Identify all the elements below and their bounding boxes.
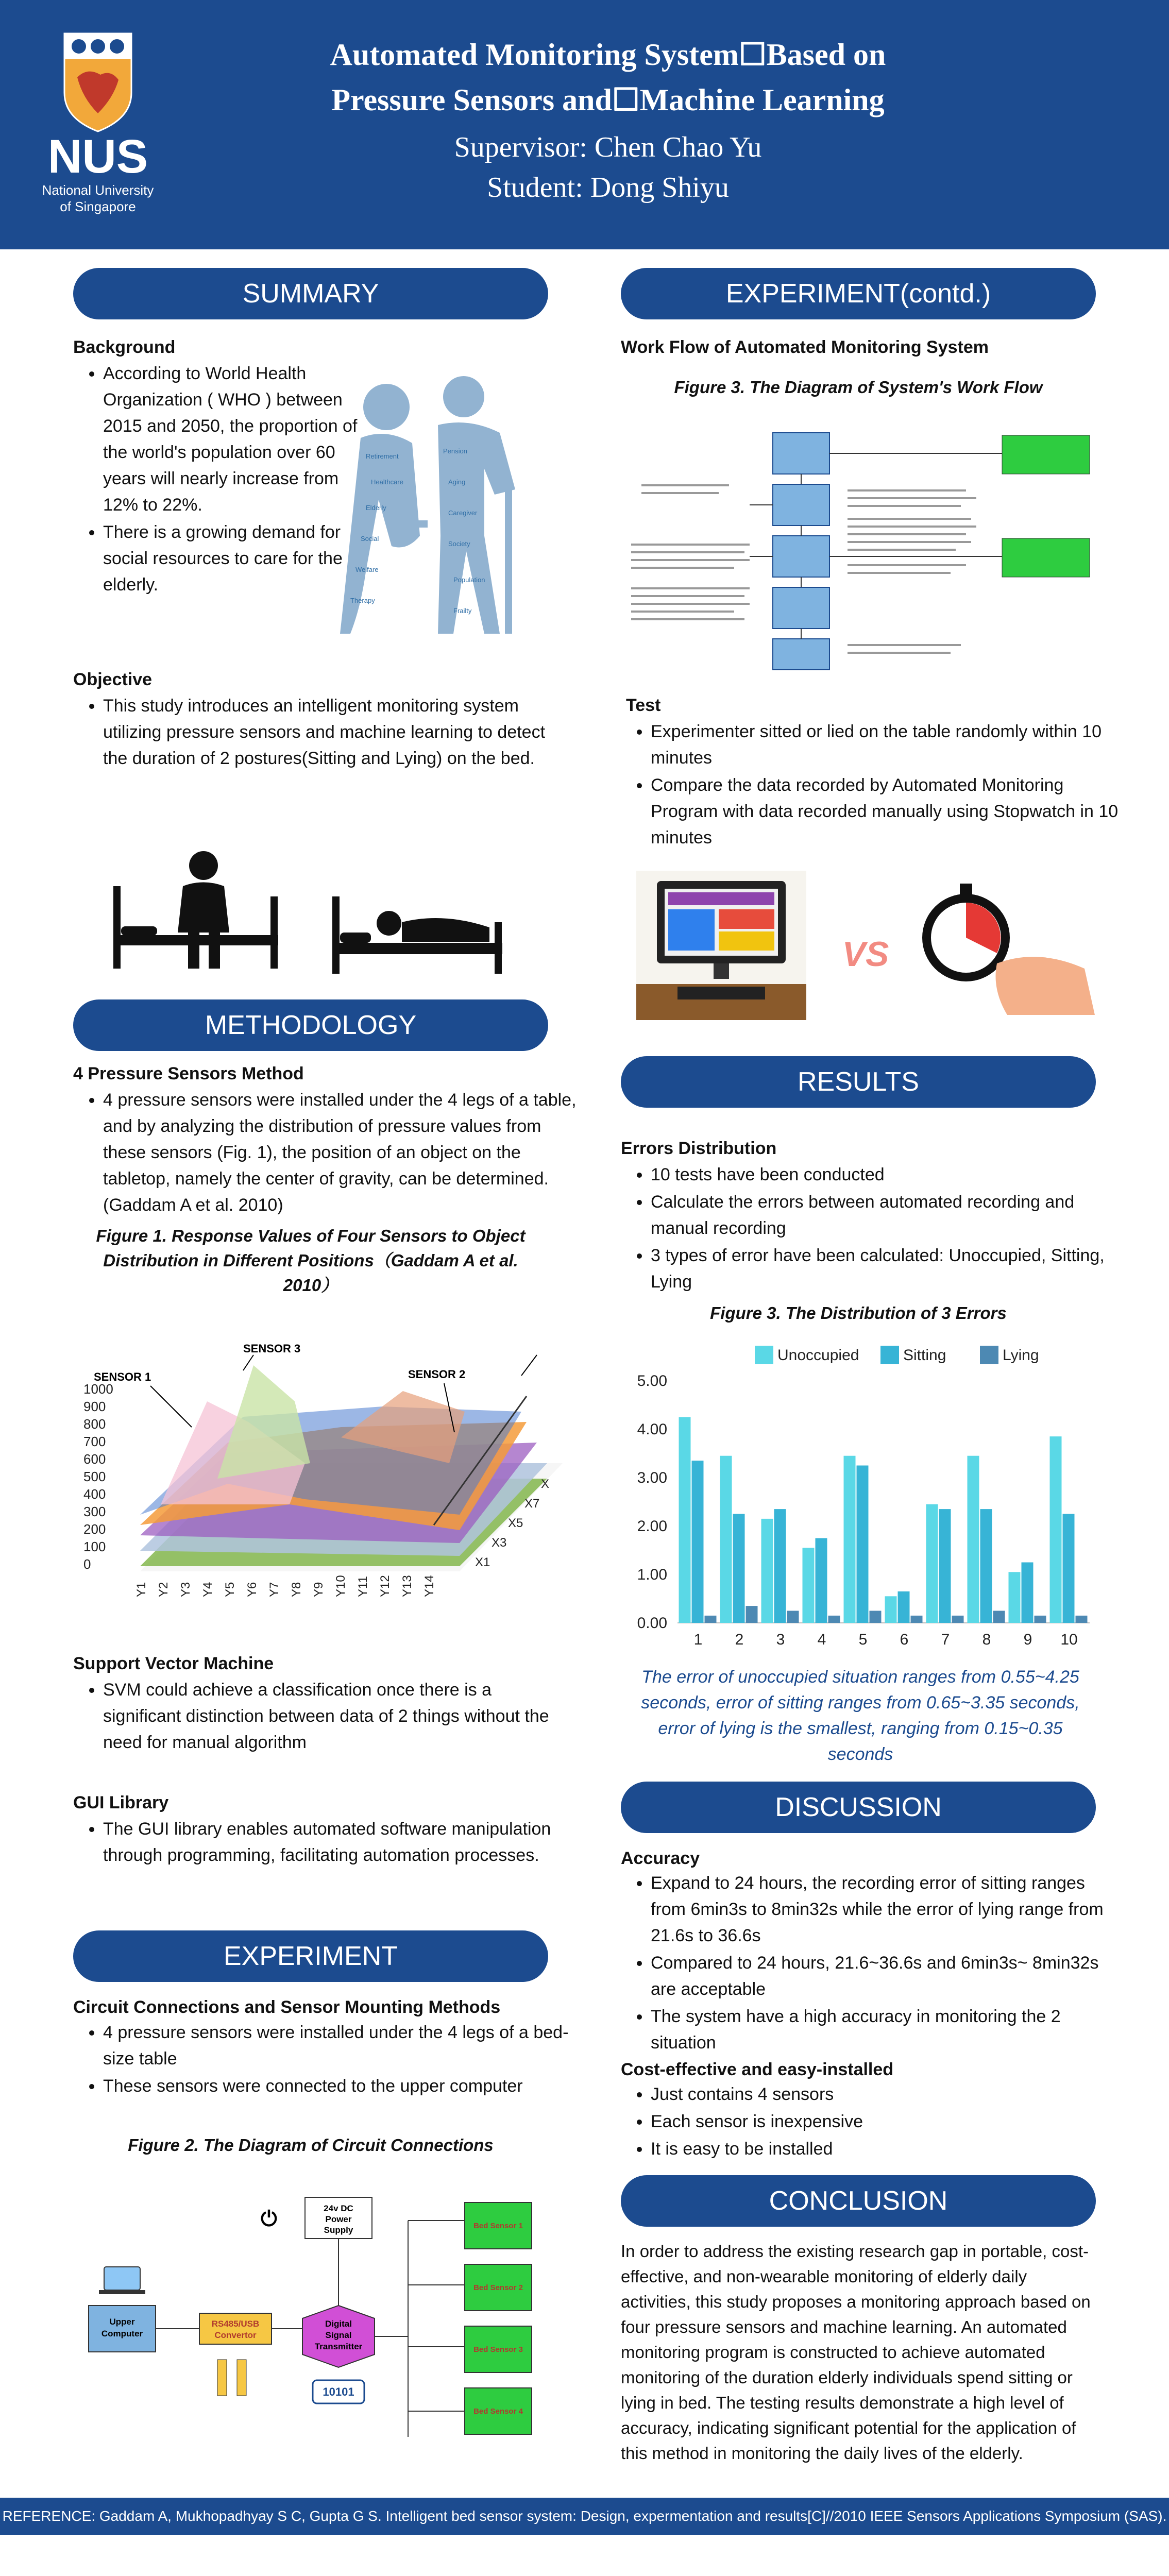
x-tick-label: 3 [776,1631,785,1648]
fig1-z-tick: X7 [524,1497,540,1511]
bar [1050,1436,1062,1623]
laptop-icon [104,2267,140,2290]
svg-text:Bed Sensor 1: Bed Sensor 1 [473,2222,523,2230]
svg-text:RS485/USB: RS485/USB [211,2319,260,2329]
x-tick-label: 9 [1023,1631,1032,1648]
cost-list [621,2081,1125,2163]
fig1-x-tick: Y7 [267,1582,281,1597]
bar [692,1461,704,1623]
bar [1063,1514,1075,1623]
gui-title: GUI Library [73,1793,169,1812]
y-tick-label: 1.00 [637,1566,667,1583]
background-title: Background [73,337,176,357]
test-list [621,719,1125,852]
x-tick-label: 5 [858,1631,868,1648]
poster-title: Automated Monitoring System☐Based on Pressure Sensors and☐Machine Learning [330,38,886,117]
fig1-x-tick: Y10 [334,1575,348,1597]
bar [1076,1616,1088,1623]
figure1-caption: Figure 1. Response Values of Four Sensors to Object Distribution in Different Positions（Gaddam A et al. 2010） [96,1226,526,1295]
list-item: • 4 pressure sensors were installed under the 4 legs of a bed-size table [103,2020,577,2072]
list-item: • It is easy to be installed [651,2136,1125,2162]
objective-title: Objective [73,670,153,689]
svg-text:Signal: Signal [325,2330,352,2340]
methodology-heading: METHODOLOGY [73,999,548,1051]
svg-text:Social: Social [361,535,379,543]
legend-swatch [755,1346,773,1364]
list-item: • 10 tests have been conducted [651,1162,1125,1188]
svg-text:Digital: Digital [325,2319,352,2329]
svg-text:Supply: Supply [324,2225,353,2235]
conclusion-heading: CONCLUSION [621,2175,1096,2227]
elderly-wordcloud-image [330,366,551,644]
x-tick-label: 7 [941,1631,950,1648]
fig1-z-tick: X1 [475,1555,490,1569]
svg-text:Transmitter: Transmitter [314,2342,363,2351]
svg-text:Bed Sensor 2: Bed Sensor 2 [473,2283,523,2292]
computer-vs-stopwatch-image [636,871,1095,1020]
method-list [73,1087,577,1219]
reference-footer: REFERENCE: Gaddam A, Mukhopadhyay S C, Gupta G S. Intelligent bed sensor system: Design, expermentation and results[C]//2010 IEEE Sensors Applications Symposium (SAS). IEEE, 2010: 220-225. [0,2498,1169,2535]
bar [952,1616,964,1623]
fig1-z-tick: X [541,1477,550,1491]
errors-bar-chart [616,1334,1100,1654]
bar [870,1611,882,1623]
list-item: • 4 pressure sensors were installed under the 4 legs of a table, and by analyzing the distribution of pressure values from these sensors (Fig. 1), the position of an object on the tabletop, namely the center of gravity, can be determined.(Gaddam A et al. 2010) [103,1087,577,1218]
list-item: • Each sensor is inexpensive [651,2109,1125,2135]
fig1-x-tick: Y11 [356,1576,370,1597]
bar [1035,1616,1046,1623]
fig1-x-tick: Y3 [179,1582,193,1597]
nus-logo [28,31,167,216]
discussion-heading: DISCUSSION [621,1782,1096,1833]
accuracy-list [621,1870,1125,2057]
y-tick-label: 2.00 [637,1518,667,1535]
list-item: • Expand to 24 hours, the recording error of sitting ranges from 6min3s to 8min32s while the error of lying range from 21.6s to 36.6s [651,1870,1125,1949]
fig1-y-tick: 400 [83,1486,106,1502]
legend-swatch [880,1346,899,1364]
svg-text:10101: 10101 [323,2385,354,2398]
bar [898,1591,910,1623]
method-title: 4 Pressure Sensors Method [73,1064,304,1083]
svg-text:SENSOR 1: SENSOR 1 [94,1370,151,1383]
figure2-circuit-diagram [73,2190,548,2478]
legend-swatch [980,1346,998,1364]
svm-list [73,1677,567,1757]
svg-text:Caregiver: Caregiver [448,509,478,517]
fig1-y-tick: 600 [83,1451,106,1467]
svg-text:VS: VS [842,935,889,974]
svg-text:Healthcare: Healthcare [371,478,403,486]
svg-text:Pension: Pension [443,447,467,455]
legend-label: Unoccupied [777,1347,859,1364]
svg-text:Therapy: Therapy [350,597,375,604]
errors-list [621,1162,1125,1296]
circuit-list [73,2020,577,2100]
bar [911,1616,923,1623]
bar [787,1611,799,1623]
results-note: The error of unoccupied situation ranges from 0.55~4.25 seconds, error of sitting ranges from 0.65~3.35 seconds, error of lying is the smallest, ranging from 0.15~0.35 seconds [641,1667,1080,1764]
sitting-on-bed-icon [111,850,281,969]
svg-text:Frailty: Frailty [453,607,472,615]
results-heading: RESULTS [621,1056,1096,1108]
svg-text:of Singapore: of Singapore [60,199,136,214]
fig1-y-tick: 900 [83,1399,106,1414]
list-item: • The GUI library enables automated software manipulation through programming, facilitating automation processes. [103,1816,567,1869]
bar [980,1509,992,1623]
bar [828,1616,840,1623]
svg-text:Retirement: Retirement [366,452,399,460]
fig1-y-tick: 1000 [83,1381,113,1397]
svg-text:Welfare: Welfare [355,566,379,573]
summary-heading: SUMMARY [73,268,548,319]
legend-label: Sitting [903,1347,946,1364]
bar [720,1456,732,1623]
workflow-title: Work Flow of Automated Monitoring System [621,337,989,357]
bar [926,1504,938,1623]
list-item: • 3 types of error have been calculated: Unoccupied, Sitting, Lying [651,1243,1125,1295]
svg-text:Bed Sensor 4: Bed Sensor 4 [473,2407,523,2416]
plug-icon: ⏻ [261,2208,277,2230]
x-tick-label: 2 [735,1631,744,1648]
test-title: Test [626,696,661,715]
background-list [73,361,371,599]
svg-text:Computer: Computer [101,2329,143,2338]
list-item: • These sensors were connected to the upper computer [103,2073,577,2099]
bar [939,1509,951,1623]
y-tick-label: 4.00 [637,1421,667,1438]
bar [816,1538,827,1623]
y-tick-label: 3.00 [637,1469,667,1486]
svg-text:24v DC: 24v DC [324,2204,353,2213]
fig1-x-tick: Y8 [290,1582,303,1597]
x-tick-label: 6 [900,1631,909,1648]
fig1-y-tick: 300 [83,1504,106,1519]
bar [679,1417,691,1623]
figure3-workflow-diagram [621,428,1096,675]
bar [705,1616,717,1623]
fig1-y-tick: 200 [83,1521,106,1537]
svg-text:Society: Society [448,540,470,548]
cost-title: Cost-effective and easy-installed [621,2060,894,2079]
fig1-z-tick: X3 [492,1536,507,1550]
poster-header [0,0,1169,249]
svg-text:SENSOR 2: SENSOR 2 [408,1368,466,1381]
conclusion-text: In order to address the existing research gap in portable, cost-effective, and non-wearable monitoring of elderly daily activities, this study proposes a monitoring approach based on four pressure sensors and machine learning. An automated monitoring program is constructed to achieve automated monitoring of the duration elderly individuals spend sitting or lying in bed. The testing results demonstrate a high level of accuracy, indicating significant potential for the application of this method in monitoring the daily lives of the elderly. [621,2242,1091,2463]
list-item: • According to World Health Organization ( WHO ) between 2015 and 2050, the proportion of the world's population over 60 years will nearly increase from 12% to 22%. [103,361,371,518]
fig1-x-tick: Y12 [378,1575,392,1597]
x-tick-label: 4 [817,1631,826,1648]
list-item: • Experimenter sitted or lied on the table randomly within 10 minutes [651,719,1125,771]
svg-text:Aging: Aging [448,478,466,486]
student-line: Student: Dong Shiyu [487,172,729,204]
list-item: • This study introduces an intelligent monitoring system utilizing pressure sensors and machine learning to detect the duration of 2 postures(Sitting and Lying) on the bed. [103,693,567,772]
hand-icon [996,957,1095,1015]
figure1-surface-chart [73,1309,548,1638]
bar [746,1606,758,1623]
list-item: • Calculate the errors between automated recording and manual recording [651,1189,1125,1242]
bar [761,1519,773,1623]
x-tick-label: 8 [982,1631,991,1648]
errors-title: Errors Distribution [621,1139,777,1158]
gui-list [73,1816,567,1870]
bar [733,1514,745,1623]
y-tick-label: 0.00 [637,1615,667,1632]
fig1-x-tick: Y4 [201,1582,215,1597]
bar [803,1548,815,1623]
svg-text:Power: Power [325,2214,352,2224]
experiment-heading: EXPERIMENT [73,1930,548,1982]
x-tick-label: 1 [693,1631,703,1648]
y-tick-label: 5.00 [637,1372,667,1389]
svg-text:Bed Sensor 3: Bed Sensor 3 [473,2345,523,2354]
bar [968,1456,979,1623]
experiment-contd-heading: EXPERIMENT(contd.) [621,268,1096,319]
fig1-y-tick: 500 [83,1469,106,1484]
svg-text:Convertor: Convertor [214,2330,257,2340]
bar [885,1596,897,1623]
fig1-z-tick: X5 [508,1516,523,1530]
fig1-y-tick: 0 [83,1556,91,1572]
list-item: • Compare the data recorded by Automated Monitoring Program with data recorded manually using Stopwatch in 10 minutes [651,772,1125,851]
svg-text:Elderly: Elderly [366,504,386,512]
svg-text:Upper: Upper [109,2317,135,2327]
fig1-y-tick: 100 [83,1539,106,1554]
fig1-x-tick: Y9 [312,1582,326,1597]
list-item: • SVM could achieve a classification once there is a significant distinction between data of 2 things without the need for manual algorithm [103,1677,567,1756]
bar [1022,1563,1034,1623]
fig1-x-tick: Y5 [223,1582,237,1597]
objective-list [73,693,567,773]
svg-text:NUS: NUS [47,130,148,183]
list-item: • The system have a high accuracy in monitoring the 2 situation [651,2004,1125,2056]
list-item: • Just contains 4 sensors [651,2081,1125,2108]
supervisor-line: Supervisor: Chen Chao Yu [454,131,762,163]
fig1-x-tick: Y1 [134,1582,148,1597]
bar [1009,1572,1021,1623]
x-tick-label: 10 [1060,1631,1078,1648]
svm-title: Support Vector Machine [73,1654,274,1673]
accuracy-title: Accuracy [621,1849,700,1868]
figure3b-caption: Figure 3. The Distribution of 3 Errors [710,1303,1007,1323]
list-item: • There is a growing demand for social resources to care for the elderly. [103,519,371,598]
svg-text:Population: Population [453,576,485,584]
fig1-x-tick: Y6 [245,1582,259,1597]
bar [774,1509,786,1623]
fig1-x-tick: Y14 [422,1575,436,1597]
fig1-y-tick: 700 [83,1434,106,1449]
lying-on-bed-icon [330,886,505,974]
list-item: • Compared to 24 hours, 21.6~36.6s and 6min3s~ 8min32s are acceptable [651,1950,1125,2003]
fig1-x-tick: Y13 [400,1575,414,1597]
svg-text:SENSOR 3: SENSOR 3 [243,1342,301,1355]
bar [857,1466,869,1623]
bar [993,1611,1005,1623]
svg-text:National University: National University [42,182,154,198]
circuit-title: Circuit Connections and Sensor Mounting Methods [73,1997,501,2017]
fig1-x-tick: Y2 [157,1582,171,1597]
figure3-caption: Figure 3. The Diagram of System's Work Flow [674,378,1043,397]
fig1-y-tick: 800 [83,1416,106,1432]
legend-label: Lying [1003,1347,1039,1364]
figure2-caption: Figure 2. The Diagram of Circuit Connections [128,2136,494,2155]
bar [844,1456,856,1623]
